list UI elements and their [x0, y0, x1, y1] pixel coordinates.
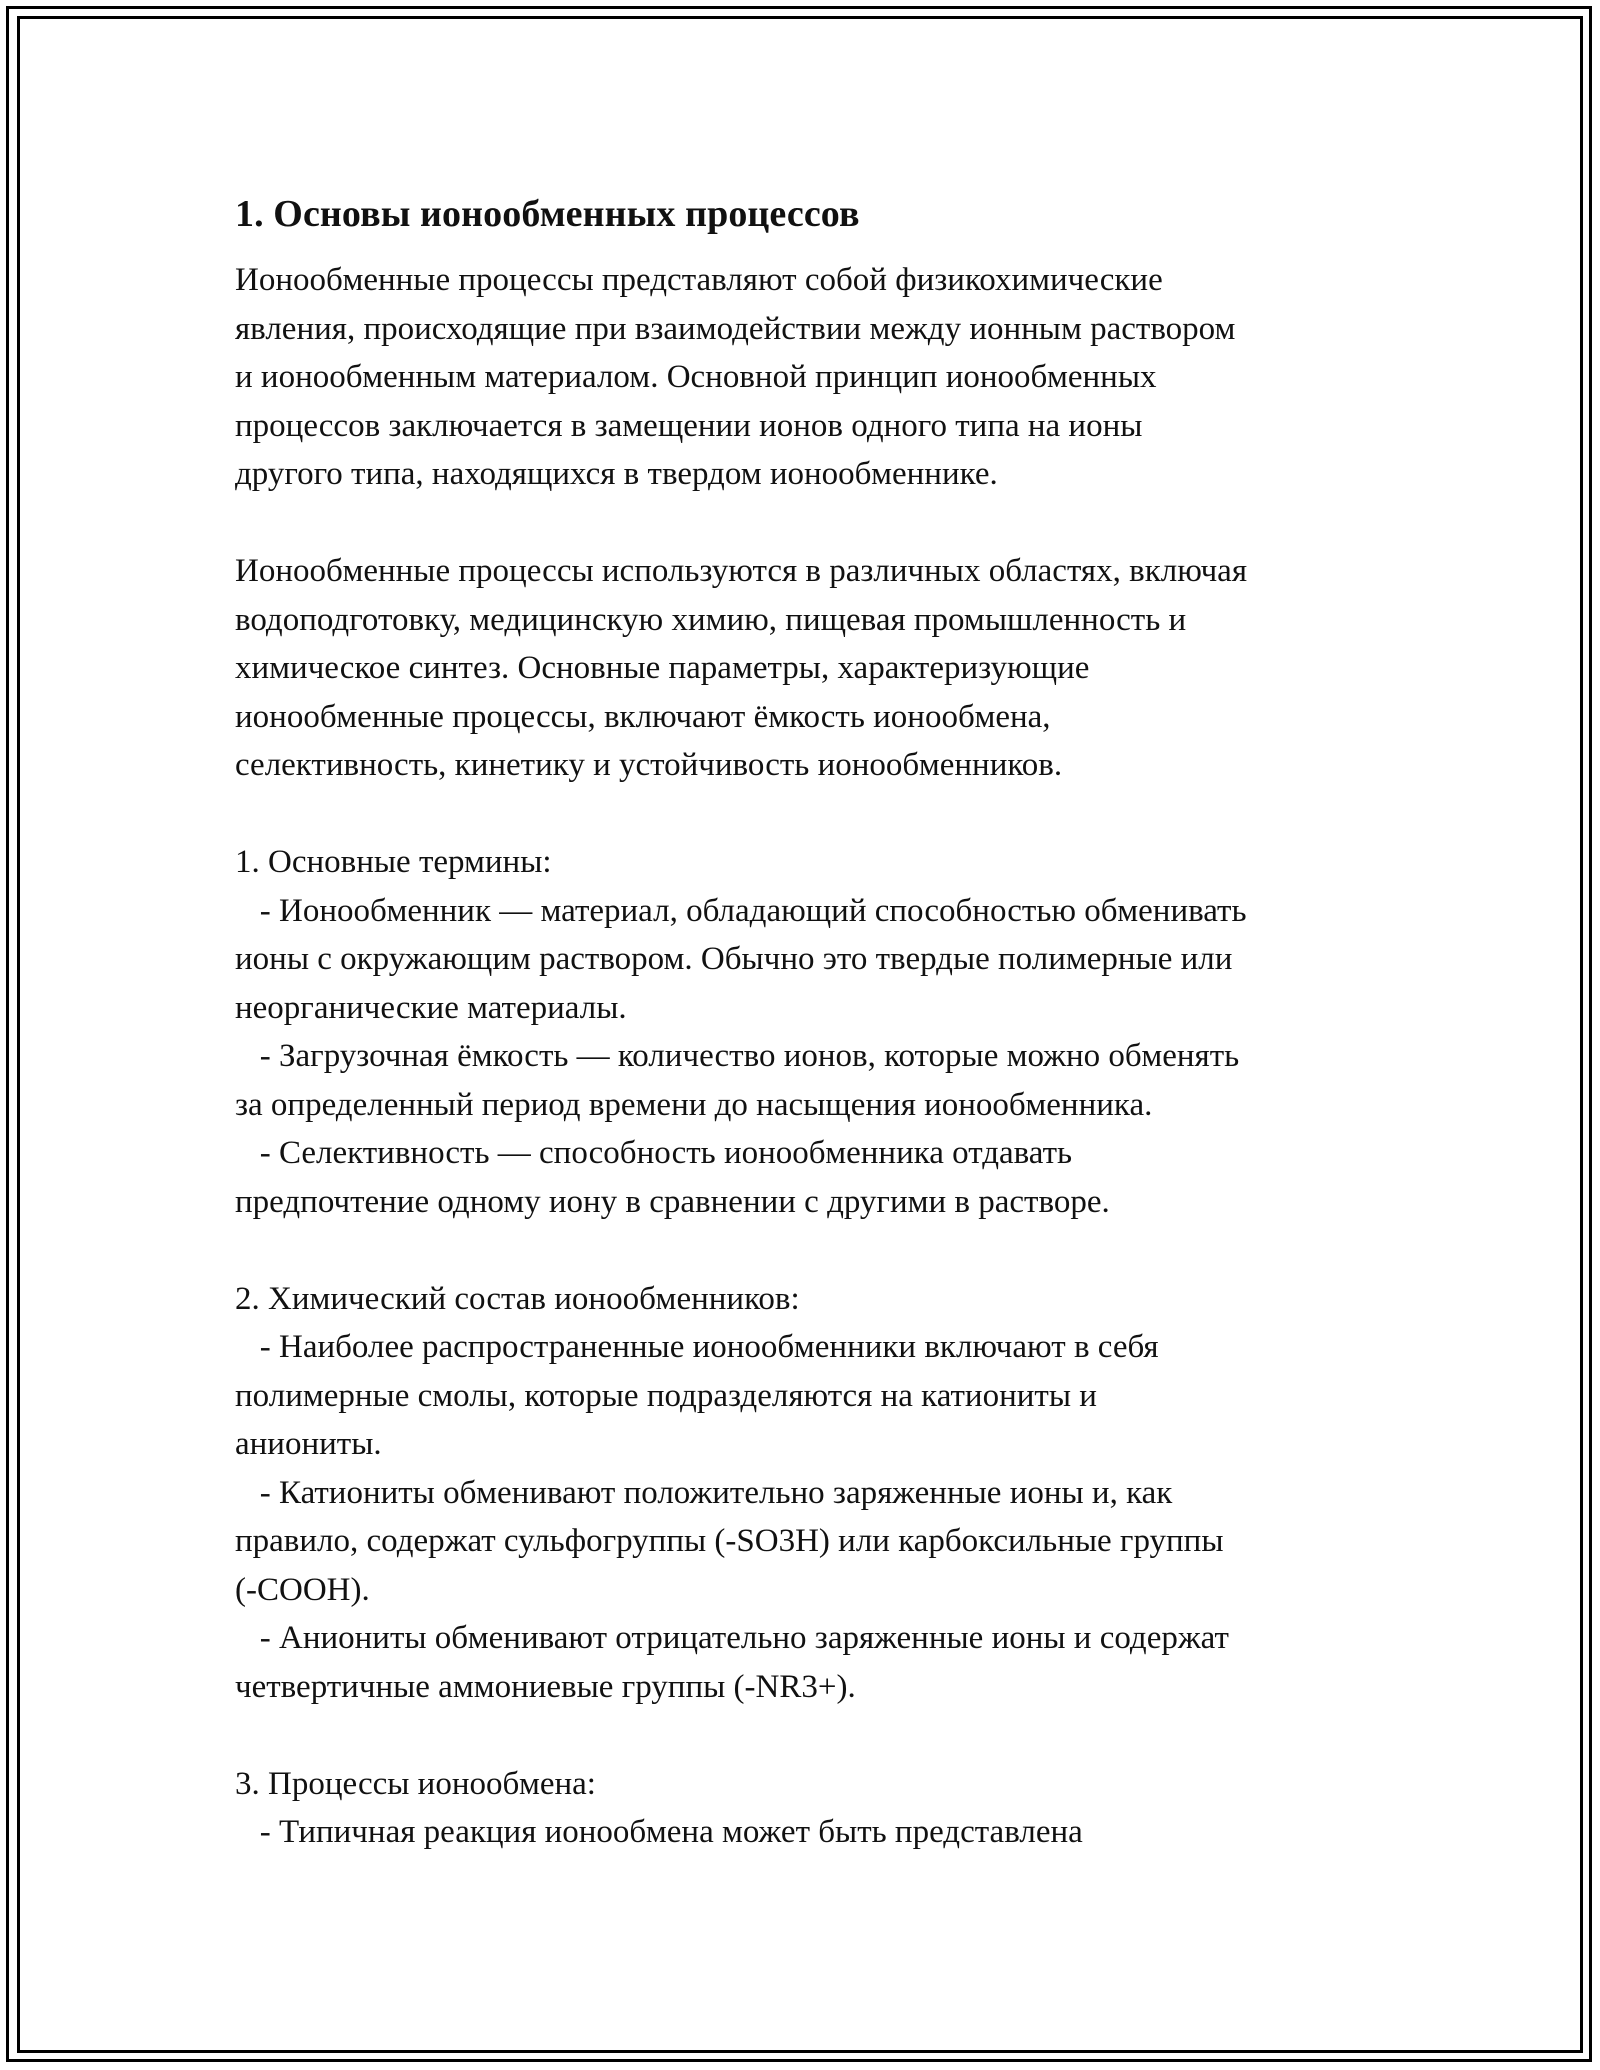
text-line: другого типа, находящихся в твердом ионообменнике.	[235, 456, 998, 492]
list-item-line: ионы с окружающим раствором. Обычно это твердые полимерные или	[235, 941, 1233, 977]
paragraph-gap	[235, 790, 1385, 839]
list-item-line: неорганические материалы.	[235, 989, 627, 1026]
text-line: Ионообменные процессы используются в различных областях, включая	[235, 553, 1248, 589]
list-item-line: четвертичные аммониевые группы (-NR3+).	[235, 1668, 856, 1705]
text-line: и ионообменным материалом. Основной принцип ионообменных	[235, 359, 1157, 395]
list-section-composition	[235, 1275, 1385, 1712]
list-item-line: - Селективность — способность ионообменника отдавать	[235, 1135, 1073, 1171]
paragraph-gap	[235, 499, 1385, 548]
section-heading: 1. Основы ионообменных процессов	[235, 193, 860, 235]
paragraph-intro	[235, 256, 1385, 499]
list-item-line: (-COOH).	[235, 1571, 370, 1608]
list-heading: 1. Основные термины:	[235, 844, 552, 880]
list-section-processes	[235, 1760, 1385, 1857]
text-line: химическое синтез. Основные параметры, характеризующие	[235, 650, 1090, 686]
list-heading: 3. Процессы ионообмена:	[235, 1765, 596, 1802]
list-item-line: правило, содержат сульфогруппы (-SO3H) или карбоксильные группы	[235, 1523, 1224, 1559]
list-item-line: - Ионообменник — материал, обладающий способностью обменивать	[235, 892, 1247, 929]
paragraph-gap	[235, 1226, 1385, 1275]
list-item-line: - Загрузочная ёмкость — количество ионов, которые можно обменять	[235, 1038, 1240, 1074]
text-line: явления, происходящие при взаимодействии между ионным раствором	[235, 310, 1236, 347]
list-item-line: - Аниониты обменивают отрицательно заряженные ионы и содержат	[235, 1620, 1229, 1656]
text-line: селективность, кинетику и устойчивость ионообменников.	[235, 747, 1063, 783]
text-line: водоподготовку, медицинскую химию, пищевая промышленность и	[235, 601, 1187, 638]
text-line: Ионообменные процессы представляют собой физикохимические	[235, 262, 1163, 298]
list-item-line: полимерные смолы, которые подразделяются на катиониты и	[235, 1377, 1097, 1414]
list-item-line: аниониты.	[235, 1426, 382, 1462]
list-item-line: - Типичная реакция ионообмена может быть представлена	[235, 1814, 1083, 1850]
list-item-line: предпочтение одному иону в сравнении с другими в растворе.	[235, 1183, 1110, 1220]
document-body	[235, 186, 1385, 1857]
list-item-line: - Наиболее распространенные ионообменники включают в себя	[235, 1329, 1159, 1365]
text-line: ионообменные процессы, включают ёмкость ионообмена,	[235, 698, 1051, 735]
list-item-line: за определенный период времени до насыщения ионообменника.	[235, 1086, 1153, 1123]
text-line: процессов заключается в замещении ионов одного типа на ионы	[235, 407, 1143, 444]
list-section-terms	[235, 838, 1385, 1226]
paragraph-gap	[235, 1711, 1385, 1760]
list-heading: 2. Химический состав ионообменников:	[235, 1280, 800, 1317]
paragraph-applications	[235, 547, 1385, 790]
list-item-line: - Катиониты обменивают положительно заряженные ионы и, как	[235, 1474, 1173, 1511]
